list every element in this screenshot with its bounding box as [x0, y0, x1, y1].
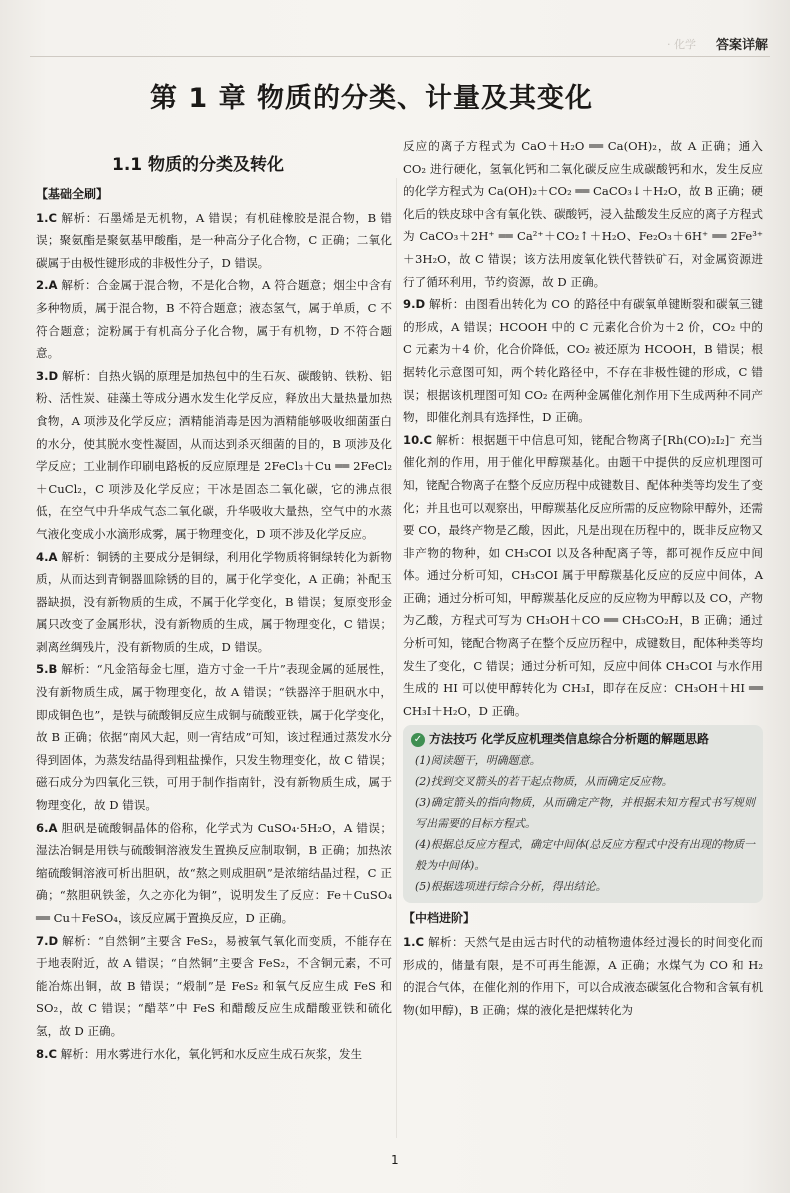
right-answer-list [403, 293, 763, 722]
intermediate-section-tag: 【中档进阶】 [403, 911, 476, 926]
continued-answer: 反应的离子方程式为 CaO＋H₂O ══ Ca(OH)₂，故 A 正确；通入 CO₂ 进行硬化，氢氧化钙和二氧化碳反应生成碳酸钙和水，发生反应的化学方程式为 Ca(OH)₂＋CO₂ ══ CaCO₃↓＋H₂O，故 B 正确；硬化后的铁皮球中含有氧化铁、碳酸钙，浸入盐酸发生反应的离子方程式为 CaCO₃＋2H⁺ ══ Ca²⁺＋CO₂↑＋H₂O、Fe₂O₃＋6H⁺ ══ 2Fe³⁺＋3H₂O，故 C 错误；该方法用废氧化铁代替铁矿石，对金属资源进行了循环利用，节约资源，故 D 正确。 [403, 139, 763, 289]
answer-number: 7.D [36, 933, 59, 948]
header-divider [30, 56, 770, 57]
answer-explanation: 解析：天然气是由远古时代的动植物遗体经过漫长的时间变化而形成的，储量有限，是不可再生能源，A 正确；水煤气为 CO 和 H₂ 的混合气体，在催化剂的作用下，可以合成液态碳氢化合物和含氧有机物(如甲醇)，B 正确；煤的液化是把煤转化为 [403, 935, 763, 1017]
answer-number: 10.C [403, 432, 433, 447]
answer-number: 9.D [403, 297, 426, 312]
answer-item [36, 1043, 392, 1066]
answer-item [36, 207, 392, 275]
tip-step: (2)找到交叉箭头的若干起点物质，从而确定反应物。 [415, 775, 673, 789]
answer-item [36, 365, 392, 546]
answer-number: 8.C [36, 1046, 57, 1061]
answer-explanation: 胆矾是硫酸铜晶体的俗称，化学式为 CuSO₄·5H₂O，A 错误；湿法冶铜是用铁与硫酸铜溶液发生置换反应制取铜，B 正确；加热浓缩硫酸铜溶液可析出胆矾，故“熬之则成胆矾”是浓缩结晶过程，C 正确；“熬胆矾铁釜，久之亦化为铜”，说明发生了反应：Fe＋CuSO₄ ══ Cu＋FeSO₄，该反应属于置换反应，D 正确。 [36, 820, 392, 925]
tip-step: (4)根据总反应方程式，确定中间体(总反应方程式中没有出现的物质一般为中间体)。 [415, 838, 755, 873]
answer-explanation: 解析：“凡金箔每金七厘，造方寸金一千片”表现金属的延展性，没有新物质生成，属于物理变化，故 A 错误；“铁器淬于胆矾水中，即成铜色也”，是铁与硫酸铜反应生成铜与硫酸亚铁，属于化学变化，故 B 正确；依据“南风大起，则一宵结成”可知，该过程通过蒸发水分得到固体，为蒸发结晶得到粗盐操作，只发生物理变化，故 C 错误；磁石成分为四氧化三铁，可用于制作指南针，没有新物质生成，属于物理变化，故 D 错误。 [36, 662, 393, 813]
answer-explanation: 解析：用水雾进行水化，氧化钙和水反应生成石灰浆，发生 [60, 1046, 363, 1061]
basic-section-tag: 【基础全刷】 [36, 187, 109, 201]
tip-step: (1)阅读题干，明确题意。 [415, 754, 541, 768]
answer-item [403, 293, 763, 429]
check-pencil-icon: ✓ [411, 733, 425, 747]
answer-explanation: 解析：由图看出转化为 CO 的路径中有碳氧单键断裂和碳氧三键的形成，A 错误；HCOOH 中的 C 元素化合价为＋2 价，CO₂ 中的 C 元素为＋4 价，化合价降低，CO₂ 被还原为 HCOOH，B 错误；根据转化示意图可知，两个转化路径中，不存在非极性键的形成，C 错误；根据该机理图可知 CO₂ 在两种金属催化剂作用下生成两种不同产物，即催化剂具有选择性，D 正确。 [403, 297, 763, 425]
method-tip-box [403, 725, 763, 903]
answer-item [36, 658, 392, 816]
left-column [36, 183, 392, 1065]
tip-title: 化学反应机理类信息综合分析题的解题思路 [481, 732, 710, 747]
answer-explanation: 解析：合金属于混合物，不是化合物，A 符合题意；烟尘中含有多种物质，属于混合物，B 不符合题意；液态氢气，属于单质，C 不符合题意；淀粉属于有机高分子化合物，属于有机物，D 不符合题意。 [36, 278, 393, 361]
answer-item [36, 817, 392, 930]
header-subject: · 化学 [667, 38, 696, 51]
answer-number: 2.A [36, 278, 58, 293]
tip-lines [411, 750, 755, 897]
answer-explanation: 解析：石墨烯是无机物，A 错误；有机硅橡胶是混合物，B 错误；聚氨酯是聚氨基甲酸酯，是一种高分子化合物，C 正确；二氧化碳属于由极性键形成的非极性分子，D 错误。 [36, 210, 393, 270]
answer-number: 5.B [36, 662, 58, 677]
tip-step: (5)根据选项进行综合分析，得出结论。 [415, 880, 607, 894]
answer-explanation: 解析：“自然铜”主要含 FeS₂，易被氧气氧化而变质，不能存在于地表附近，故 A 错误；“自然铜”主要含 FeS₂，不含铜元素，不可能冶炼出铜，故 B 错误；“煅制”是 FeS₂ 和氧气反应生成 FeS 和 SO₂，故 C 错误；“醋萃”中 FeS 和醋酸反应生成醋酸亚铁和硫化氢，故 D 正确。 [36, 933, 392, 1038]
tip-step: (3)确定箭头的指向物质，从而确定产物，并根据未知方程式书写规则写出需要的目标方程式。 [415, 796, 755, 831]
answer-item [36, 930, 392, 1043]
answer-number: 6.A [36, 820, 58, 835]
intermediate-answer-list [403, 931, 763, 1021]
tip-heading [411, 729, 755, 750]
tip-label: 方法技巧 [429, 732, 478, 747]
answer-number: 1.C [403, 935, 424, 950]
answer-explanation: 解析：铜锈的主要成分是铜绿，利用化学物质将铜绿转化为新物质，从而达到青铜器皿除锈的目的，属于化学变化，A 正确；补配玉器缺损，没有新物质的生成，不属于化学变化，B 错误；复原变形金属只改变了金属形状，没有新物质的生成，属于物理变化，C 错误；剥离丝绸残片，没有新物质的生成，D 错误。 [36, 549, 392, 654]
answer-number: 4.A [36, 549, 58, 564]
section-title: 1.1 物质的分类及转化 [112, 155, 285, 175]
answer-item [403, 429, 763, 723]
header-answer-title: 答案详解 [715, 38, 768, 53]
answer-number: 1.C [36, 210, 57, 225]
right-column [403, 135, 763, 1021]
answer-number: 3.D [36, 368, 59, 383]
answer-item [403, 931, 763, 1021]
answer-explanation: 解析：自热火锅的原理是加热包中的生石灰、碳酸钠、铁粉、铝粉、活性炭、硅藻土等成分遇水发生化学反应，释放出大量热量加热食物，A 项涉及化学反应；酒精能消毒是因为酒精能够吸收细菌蛋白的水分，使其脱水变性凝固，从而达到杀灭细菌的目的，B 项涉及化学反应；工业制作印刷电路板的反应原理是 2FeCl₃＋Cu ══ 2FeCl₂＋CuCl₂，C 项涉及化学反应；干冰是固态二氧化碳，它的沸点很低，在空气中升华成气态二氧化碳，升华吸收大量热，空气中的水蒸气液化变成小水滴形成雾，属于物理变化，D 项不涉及化学反应。 [36, 368, 392, 541]
chapter-title: 第 1 章 物质的分类、计量及其变化 [150, 83, 593, 114]
page-number: 1 [391, 1153, 399, 1167]
answer-item [36, 546, 392, 659]
answer-explanation: 解析：根据题干中信息可知，铑配合物离子[Rh(CO)₂I₂]⁻ 充当催化剂的作用，用于催化甲醇羰基化。由题干中提供的反应机理图可知，铑配合物离子在整个反应历程中成键数目、配体种类等均发生了变化；并且也可以观察出，甲醇羰基化反应所需的反应物除甲醇外，还需要 CO，最终产物是乙酸，因此，凡是出现在历程中的，既非反应物又非产物的物种，如 CH₃COI 以及各种配离子等，都可视作反应中间体。通过分析可知，CH₃COI 属于甲醇羰基化反应的反应中间体，A 正确；通过分析可知，甲醇羰基化反应的反应物为甲醇以及 CO，产物为乙酸，方程式可写为 CH₃OH＋CO ══ CH₃CO₂H，B 正确；通过分析可知，铑配合物离子在整个反应历程中，成键数目，配体种类等均发生了变化，C 错误；通过分析可知，反应中间体 CH₃COI 与水作用生成的 HI 可以使甲醇转化为 CH₃I，即存在反应：CH₃OH＋HI ══ CH₃I＋H₂O，D 正确。 [403, 432, 763, 718]
column-divider [396, 178, 397, 1138]
left-answer-list [36, 207, 392, 1066]
answer-item [36, 274, 392, 364]
